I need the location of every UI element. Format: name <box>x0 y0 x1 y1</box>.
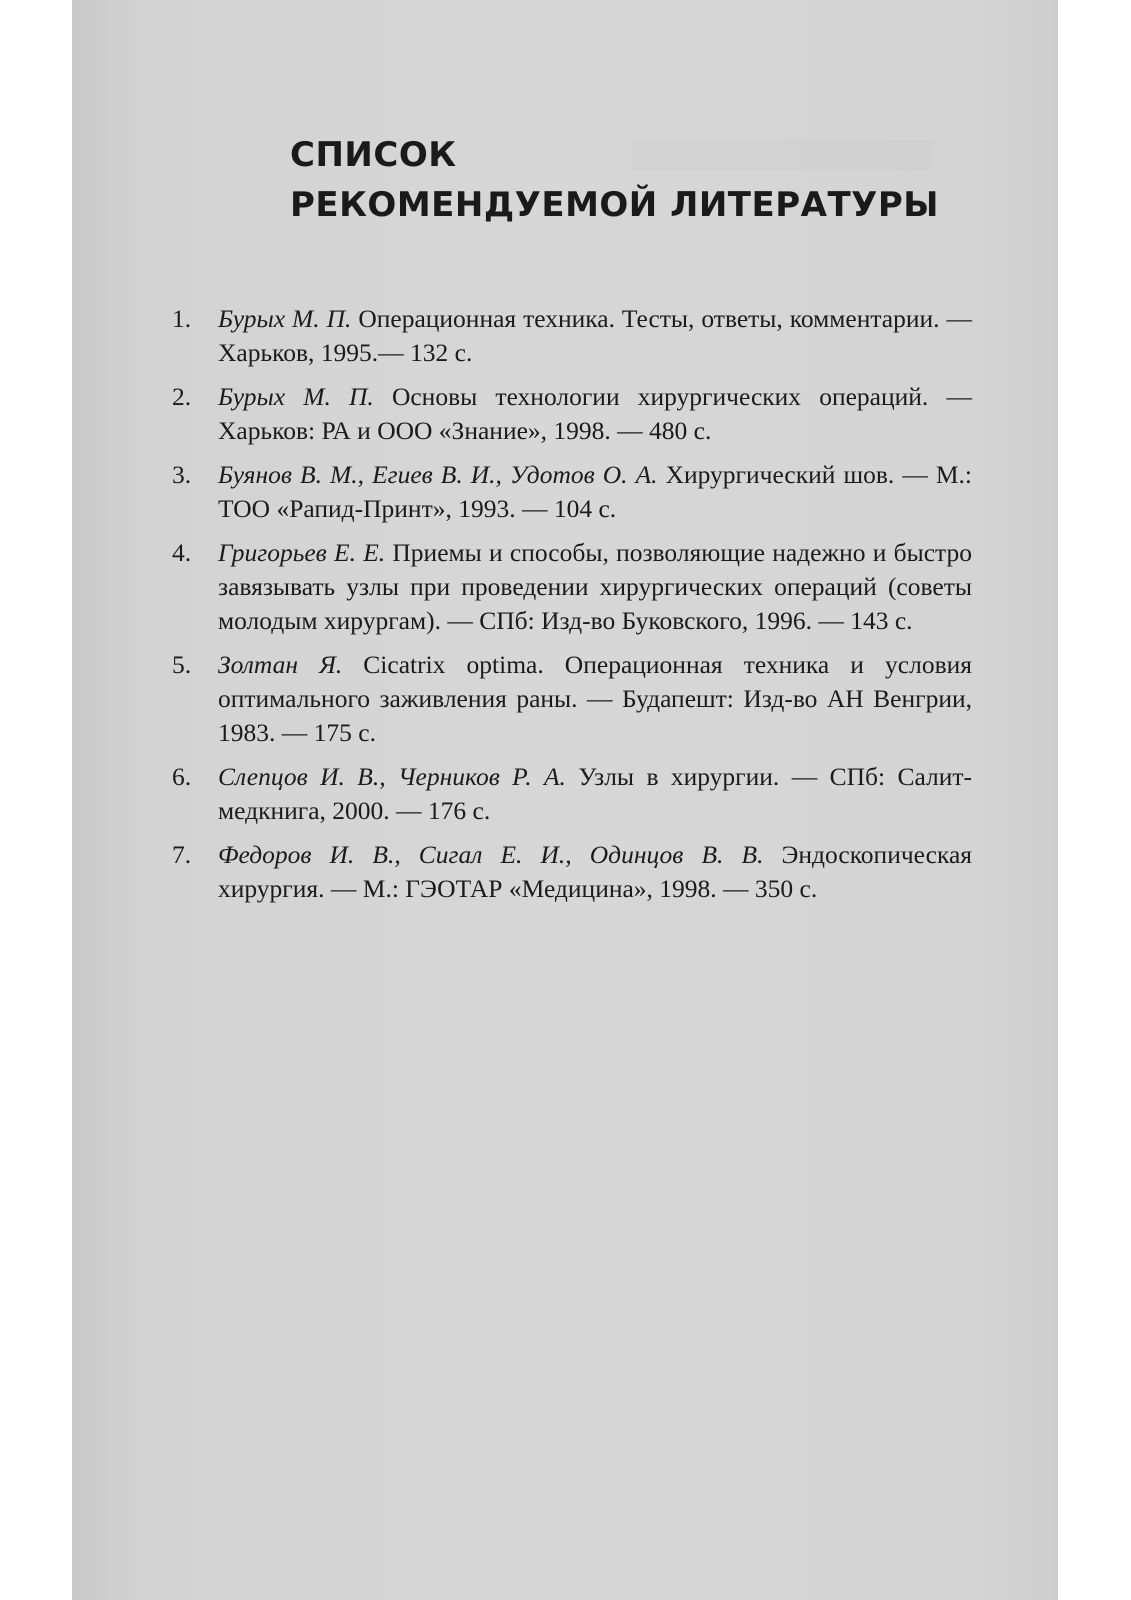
reference-author: Григорьев Е. Е. <box>218 538 393 567</box>
reference-author: Бурых М. П. <box>218 382 392 411</box>
reference-text: Приемы и способы, позволяющие надежно и быстро завязывать узлы при проведении хирургических операций (советы молодым хирургам). — СПб: Изд-во Буковского, 1996. — 143 с. <box>218 538 972 635</box>
reference-author: Федоров И. В., Сигал Е. И., Одинцов В. В. <box>218 840 782 869</box>
list-item <box>172 648 972 750</box>
reference-author: Золтан Я. <box>218 650 364 679</box>
reference-number: 6. <box>172 762 192 791</box>
reference-text: Операционная техника. Тесты, ответы, комментарии. — Харьков, 1995.— 132 с. <box>218 304 972 367</box>
reference-text: Основы технологии хирургических операций. — Харьков: РА и ООО «Знание», 1998. — 480 с. <box>218 382 972 445</box>
scanned-page <box>72 0 1058 1600</box>
reference-author: Слепцов И. В., Черников Р. А. <box>218 762 579 791</box>
reference-text: Cicatrix optima. Операционная техника и условия оптимального заживления раны. — Будапешт: Изд-во АН Венгрии, 1983. — 175 с. <box>218 650 972 747</box>
list-item <box>172 760 972 828</box>
list-item <box>172 380 972 448</box>
list-item <box>172 838 972 906</box>
reference-number: 1. <box>172 304 192 333</box>
reference-number: 7. <box>172 840 192 869</box>
page-title-line-2: РЕКОМЕНДУЕМОЙ ЛИТЕРАТУРЫ <box>290 185 940 225</box>
reference-number: 4. <box>172 538 192 567</box>
reference-text: Хирургический шов. — М.: ТОО «Рапид-Принт», 1993. — 104 с. <box>218 460 973 523</box>
list-item <box>172 458 972 526</box>
reference-number: 5. <box>172 650 192 679</box>
reference-author: Буянов В. М., Егиев В. И., Удотов О. А. <box>218 460 666 489</box>
list-item <box>172 536 972 638</box>
list-item <box>172 302 972 370</box>
page-title <box>290 130 939 230</box>
page-title-line-1: СПИСОК <box>290 135 457 175</box>
reference-text: Узлы в хирургии. — СПб: Салит-медкнига, 2000. — 176 с. <box>218 762 972 825</box>
reference-list <box>172 302 972 916</box>
reference-author: Бурых М. П. <box>218 304 359 333</box>
reference-number: 3. <box>172 460 192 489</box>
reference-text: Эндоскопическая хирургия. — М.: ГЭОТАР «Медицина», 1998. — 350 с. <box>218 840 972 903</box>
reference-number: 2. <box>172 382 192 411</box>
